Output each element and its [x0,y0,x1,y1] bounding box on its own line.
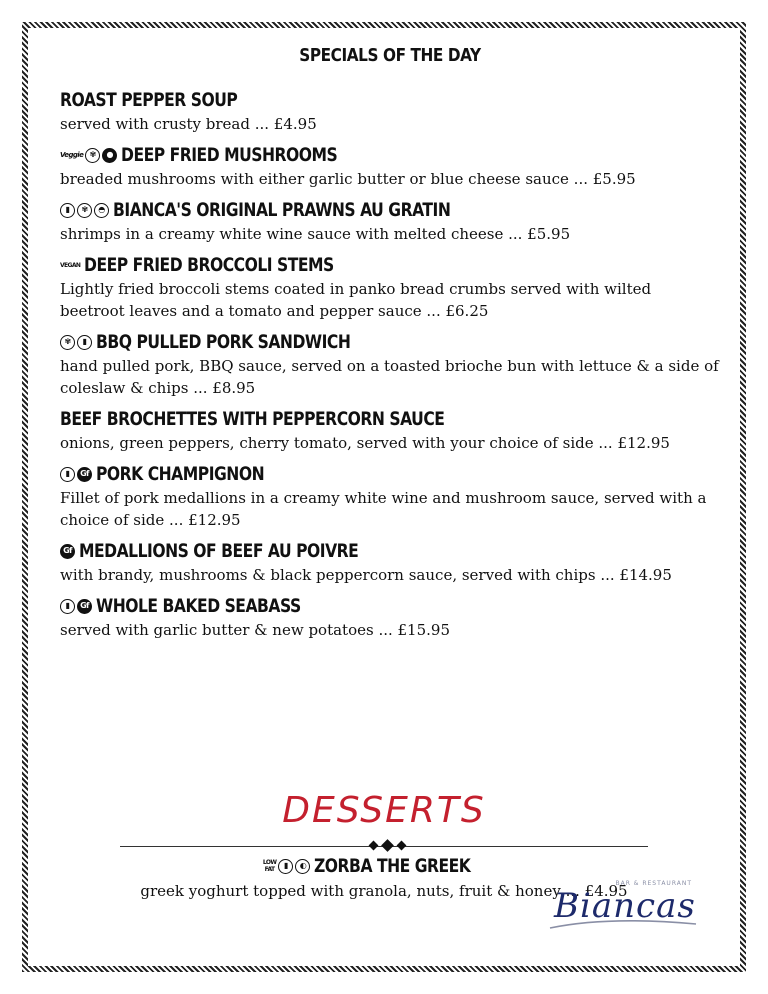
item-name: WHOLE BAKED SEABASS [96,595,301,617]
item-name: BEEF BROCHETTES WITH PEPPERCORN SAUCE [60,408,445,430]
milk-icon: ▮ [60,467,75,482]
menu-item [60,198,720,245]
dietary-icons [263,859,311,874]
item-name: PORK CHAMPIGNON [96,463,265,485]
vegan-tag: VEGAN [60,261,81,269]
wheat-icon: ✾ [77,203,92,218]
menu-item [60,539,720,586]
item-name: DEEP FRIED BROCCOLI STEMS [84,254,335,276]
menu-item [60,330,720,399]
menu-item [60,143,720,190]
menu-item [60,253,720,322]
item-name: DEEP FRIED MUSHROOMS [121,144,338,166]
item-description: with brandy, mushrooms & black peppercorn sauce, served with chips ... £14.95 [60,566,672,584]
item-name: ZORBA THE GREEK [314,855,471,877]
menu-item [60,462,720,531]
item-description: breaded mushrooms with either garlic butter or blue cheese sauce ... £5.95 [60,170,636,188]
wheat-icon: ✾ [60,335,75,350]
low-fat-tag: LOW FAT [262,859,277,873]
nut-icon: ◐ [295,859,310,874]
item-description: served with garlic butter & new potatoes ... £15.95 [60,621,450,639]
menu-item [60,594,720,641]
logo-subtitle: BAR & RESTAURANT [615,880,692,887]
desserts-heading: DESSERTS [282,790,486,831]
item-description: greek yoghurt topped with granola, nuts, fruit & honey ... £4.95 [140,882,628,900]
dietary-icons [60,262,80,269]
item-description: Fillet of pork medallions in a creamy white wine and mushroom sauce, served with a choice of side ... £12.95 [60,489,707,529]
dietary-icons [60,599,92,614]
item-description: served with crusty bread ... £4.95 [60,115,317,133]
menu-item [60,88,720,135]
veggie-tag: Veggie [60,150,84,159]
dietary-icons [60,335,92,350]
gluten-free-icon: Gf [77,467,92,482]
milk-icon: ▮ [77,335,92,350]
egg-icon: ● [102,148,117,163]
item-description: hand pulled pork, BBQ sauce, served on a toasted brioche bun with lettuce & a side of coleslaw & chips ... £8.95 [60,357,719,397]
item-name: BBQ PULLED PORK SANDWICH [96,331,351,353]
wheat-icon: ✾ [85,148,100,163]
item-description: Lightly fried broccoli stems coated in panko bread crumbs served with wilted beetroot leaves and a tomato and pepper sauce ... £6.25 [60,280,652,320]
dietary-icons [60,467,92,482]
milk-icon: ▮ [60,599,75,614]
item-name: BIANCA'S ORIGINAL PRAWNS AU GRATIN [113,199,451,221]
gluten-free-icon: Gf [60,544,75,559]
page-title: SPECIALS OF THE DAY [299,45,481,66]
item-description: shrimps in a creamy white wine sauce with melted cheese ... £5.95 [60,225,571,243]
divider-ornament [370,841,405,850]
item-name: MEDALLIONS OF BEEF AU POIVRE [79,540,359,562]
restaurant-logo [548,880,698,936]
dietary-icons [60,544,75,559]
menu-item [60,407,720,454]
menu-content [60,45,720,649]
shellfish-icon: ◓ [94,203,109,218]
dietary-icons [60,203,109,218]
dietary-icons [60,148,117,163]
gluten-free-icon: Gf [77,599,92,614]
item-name: ROAST PEPPER SOUP [60,89,238,111]
logo-swoosh-icon [548,918,698,932]
milk-icon: ▮ [60,203,75,218]
milk-icon: ▮ [278,859,293,874]
logo-name: Biancas [554,886,696,926]
item-description: onions, green peppers, cherry tomato, served with your choice of side ... £12.95 [60,434,670,452]
